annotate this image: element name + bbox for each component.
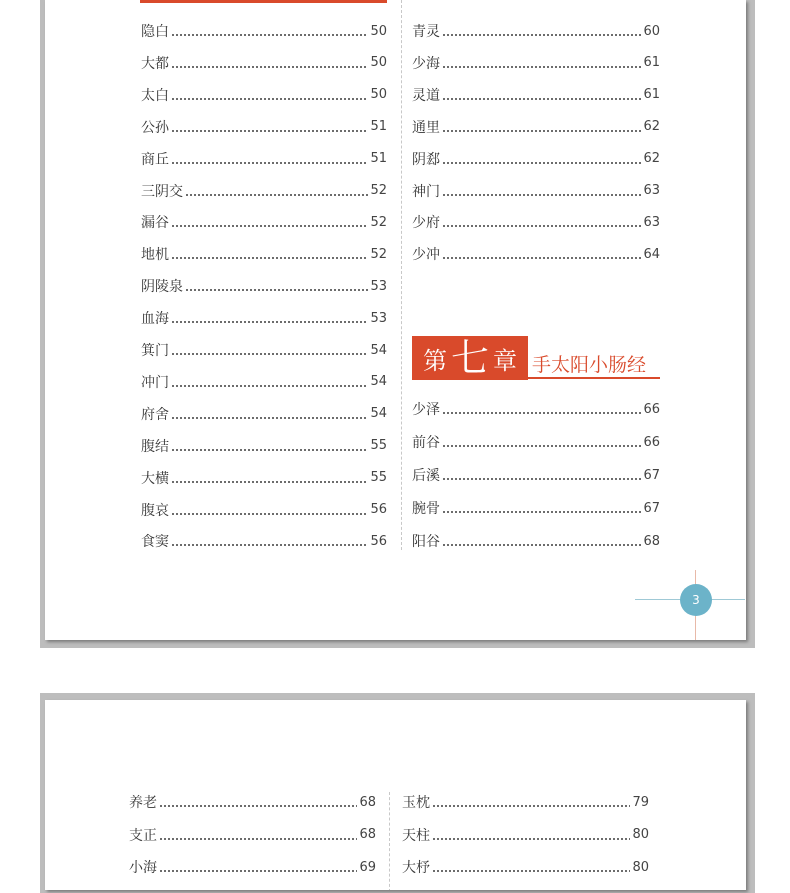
toc-entry-title: 腕骨 [412,501,440,517]
toc-entry-title: 腹哀 [141,502,169,519]
dot-leader [171,85,368,105]
toc-entry[interactable] [129,825,376,845]
dot-leader [185,181,368,201]
toc-entry-page: 63 [643,214,660,230]
toc-entry-title: 支正 [129,827,157,844]
toc-entry-page: 67 [643,500,660,516]
toc-entry[interactable] [402,857,649,877]
toc-entry-title: 神门 [412,183,440,200]
toc-entry-title: 冲门 [141,374,169,391]
toc-entry-title: 公孙 [141,119,169,136]
toc-entry-title: 地机 [141,247,169,264]
dot-leader [171,531,368,551]
toc-entry[interactable] [129,857,376,877]
toc-entry-page: 62 [643,119,660,135]
chapter-number-box [412,336,528,380]
toc-entry[interactable] [412,244,660,264]
toc-entry[interactable] [141,468,387,488]
column-divider [389,792,390,890]
dot-leader [432,792,630,812]
chapter-suffix: 章 [493,346,517,375]
toc-entry[interactable] [141,149,387,169]
toc-entry-page: 56 [370,533,387,549]
dot-leader [171,500,368,520]
toc-entry-page: 61 [643,55,660,71]
toc-entry-page: 55 [370,438,387,454]
toc-entry-title: 腹结 [141,438,169,455]
toc-entry[interactable] [412,399,660,419]
toc-entry-title: 大横 [141,470,169,487]
toc-entry[interactable] [129,792,376,812]
dot-leader [171,117,368,137]
chapter-number: 七 [450,336,489,380]
toc-entry[interactable] [412,181,660,201]
toc-entry[interactable] [412,85,660,105]
toc-entry[interactable] [412,149,660,169]
chapter-heading [412,336,660,382]
toc-entry[interactable] [412,498,660,518]
toc-entry[interactable] [402,792,649,812]
dot-leader [159,825,357,845]
toc-entry-page: 66 [643,434,660,450]
toc-entry-title: 养老 [129,795,157,811]
toc-entry-title: 前谷 [412,435,440,451]
toc-entry-page: 50 [370,87,387,103]
dot-leader [442,149,641,169]
toc-entry-title: 阳谷 [412,534,440,550]
toc-entry-page: 60 [643,23,660,39]
toc-entry[interactable] [141,436,387,456]
dot-leader [432,825,630,845]
toc-entry-title: 食窦 [141,534,169,551]
toc-entry-title: 少海 [412,55,440,72]
toc-entry-page: 69 [359,859,376,875]
toc-entry-page: 68 [643,533,660,549]
dot-leader [442,117,641,137]
toc-entry-title: 隐白 [141,24,169,40]
toc-entry-title: 大都 [141,55,169,72]
dot-leader [185,276,368,296]
dot-leader [442,212,641,232]
dot-leader [159,792,357,812]
toc-entry-page: 66 [643,401,660,417]
toc-entry-title: 后溪 [412,468,440,484]
dot-leader [171,404,368,424]
toc-entry-page: 51 [370,151,387,167]
dot-leader [442,498,641,518]
toc-entry[interactable] [141,21,387,41]
toc-entry[interactable] [412,531,660,551]
toc-entry-title: 小海 [129,860,157,876]
toc-entry-title: 三阴交 [141,183,183,200]
toc-entry-page: 53 [370,310,387,326]
toc-entry-page: 54 [370,406,387,422]
toc-entry-page: 55 [370,470,387,486]
dot-leader [171,308,368,328]
toc-entry[interactable] [141,117,387,137]
toc-entry-title: 阴陵泉 [141,279,183,296]
dot-leader [442,432,641,452]
toc-entry[interactable] [141,372,387,392]
toc-entry-title: 玉枕 [402,795,430,811]
toc-entry[interactable] [141,340,387,360]
toc-entry-page: 68 [359,794,376,810]
dot-leader [442,181,641,201]
toc-entry-page: 54 [370,342,387,358]
toc-entry-title: 漏谷 [141,215,169,232]
toc-entry-page: 80 [632,827,649,842]
toc-entry-title: 府舍 [141,406,169,423]
toc-entry[interactable] [141,531,387,551]
toc-entry[interactable] [141,308,387,328]
toc-entry[interactable] [412,53,660,73]
chapter-prefix: 第 [422,346,447,375]
toc-entry-page: 52 [370,183,387,198]
dot-leader [171,21,368,41]
toc-entry-title: 太白 [141,87,169,104]
dot-leader [171,212,368,232]
toc-entry-title: 少府 [412,215,440,232]
toc-entry-page: 61 [643,87,660,103]
dot-leader [432,857,630,877]
dot-leader [171,149,368,169]
toc-entry-page: 51 [370,119,387,135]
toc-entry-title: 少泽 [412,402,440,418]
toc-entry-title: 箕门 [141,343,169,359]
toc-entry-page: 52 [370,246,387,262]
toc-entry-page: 64 [643,246,660,262]
dot-leader [442,244,641,264]
toc-entry-page: 54 [370,374,387,390]
toc-entry-title: 灵道 [412,87,440,104]
toc-entry[interactable] [141,404,387,424]
toc-entry-page: 68 [359,827,376,842]
toc-entry[interactable] [412,21,660,41]
dot-leader [171,53,368,73]
toc-entry-title: 阴郄 [412,151,440,168]
dot-leader [171,468,368,488]
toc-entry[interactable] [412,212,660,232]
toc-entry-title: 少冲 [412,247,440,264]
toc-entry-title: 商丘 [141,151,169,168]
toc-entry-page: 53 [370,278,387,294]
dot-leader [442,21,641,41]
toc-entry-page: 52 [370,214,387,230]
document-page [45,0,746,640]
toc-entry[interactable] [412,117,660,137]
toc-entry[interactable] [141,181,387,201]
toc-entry-page: 62 [643,151,660,167]
dot-leader [171,436,368,456]
toc-entry-title: 通里 [412,119,440,136]
page-number-badge: 3 [680,584,712,616]
column-divider [401,0,402,550]
toc-entry-title: 天柱 [402,827,430,844]
toc-entry-page: 56 [370,502,387,517]
toc-entry[interactable] [141,244,387,264]
dot-leader [442,465,641,485]
toc-entry[interactable] [402,825,649,845]
toc-entry-page: 50 [370,23,387,39]
dot-leader [442,85,641,105]
dot-leader [159,857,357,877]
toc-entry-page: 50 [370,55,387,71]
document-page [45,700,746,890]
toc-entry-title: 大杼 [402,860,430,876]
dot-leader [171,372,368,392]
chapter-underline-fragment [140,0,387,3]
toc-entry[interactable] [141,276,387,296]
toc-entry-page: 63 [643,183,660,198]
toc-entry[interactable] [141,85,387,105]
dot-leader [171,244,368,264]
toc-entry-title: 血海 [141,311,169,328]
toc-entry[interactable] [141,500,387,520]
toc-entry[interactable] [412,465,660,485]
toc-entry[interactable] [141,212,387,232]
dot-leader [442,531,641,551]
toc-entry-page: 67 [643,467,660,483]
chapter-title: 手太阳小肠经 [532,354,647,376]
toc-entry-page: 79 [632,794,649,810]
dot-leader [442,399,641,419]
toc-entry-title: 青灵 [412,24,440,40]
chapter-underline [528,377,660,379]
dot-leader [442,53,641,73]
toc-entry[interactable] [141,53,387,73]
toc-entry[interactable] [412,432,660,452]
dot-leader [171,340,368,360]
toc-entry-page: 80 [632,859,649,875]
